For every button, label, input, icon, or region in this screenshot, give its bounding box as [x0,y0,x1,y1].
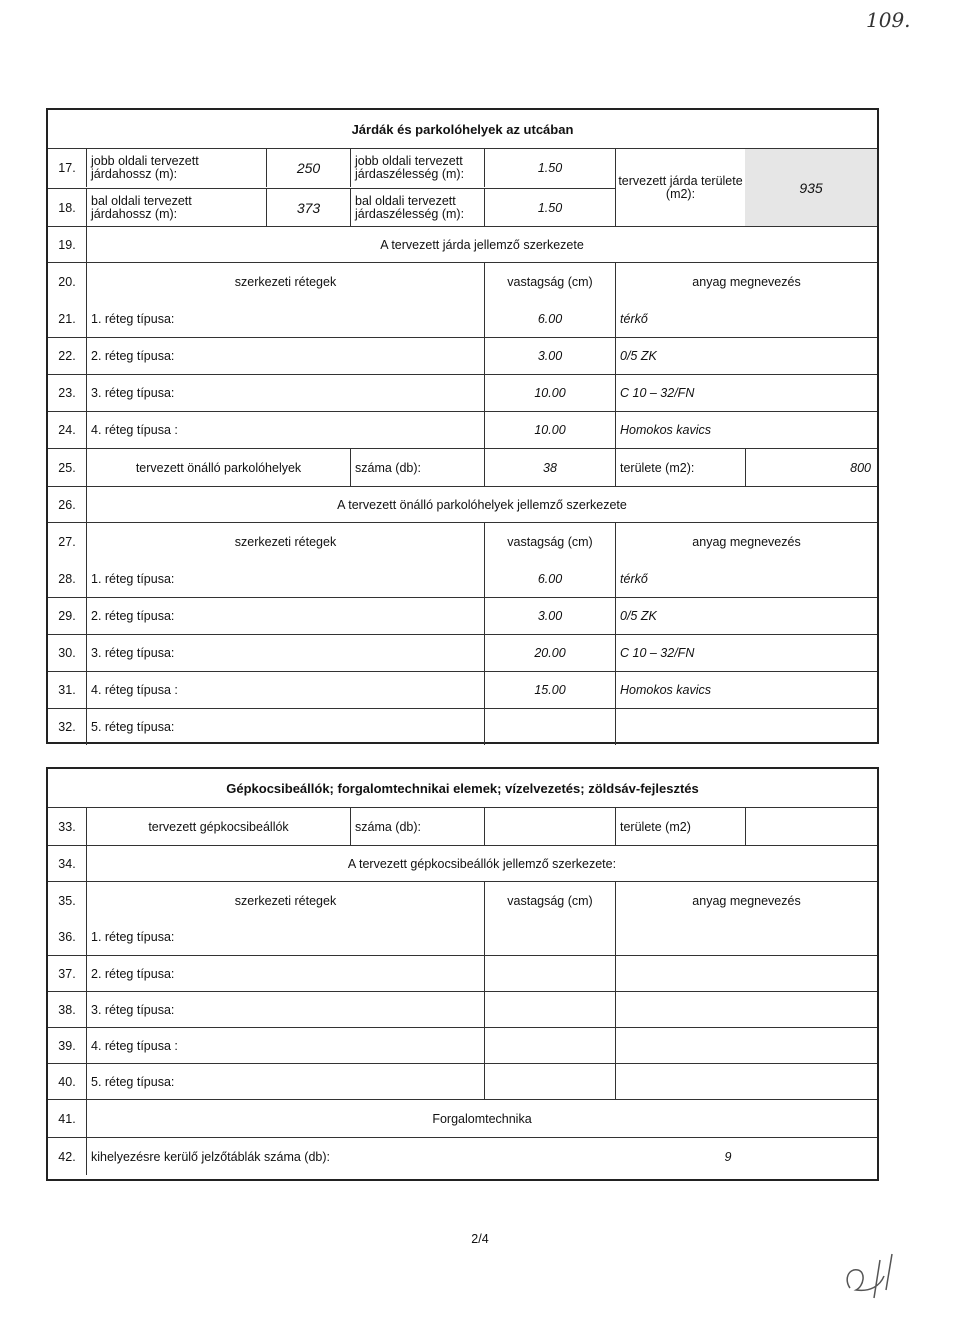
rows-17-18 [48,148,877,226]
table2-title: Gépkocsibeállók; forgalomtechnikai elemek; vízelvezetés; zöldsáv-fejlesztés [226,780,699,796]
parking-bays-table [46,767,879,1181]
layer-type-label: 4. réteg típusa : [86,672,484,708]
sidewalk-parking-table [46,108,879,744]
signs-label: kihelyezésre kerülő jelzőtáblák száma (db): [86,1138,646,1175]
layer-thickness [484,919,615,955]
layer-type-label: 2. réteg típusa: [86,598,484,634]
layer-row [48,708,877,745]
parking-label: tervezett önálló parkolóhelyek [86,449,350,486]
thickness-header: vastagság (cm) [484,882,615,919]
material-header: anyag megnevezés [615,263,877,300]
layer-row [48,955,877,991]
layer-type-label: 1. réteg típusa: [86,919,484,955]
row-number: 35. [58,893,76,908]
bays-count-label: száma (db): [350,808,484,845]
layer-material: térkő [615,300,877,337]
parking-area-label: területe (m2): [615,449,745,486]
parking-count-label: száma (db): [350,449,484,486]
left-sidewalk-width-label: bal oldali tervezett járdaszélesség (m): [350,188,484,226]
layer-type-label: 2. réteg típusa: [86,338,484,374]
bays-label: tervezett gépkocsibeállók [86,808,350,845]
layer-type-label: 3. réteg típusa: [86,635,484,671]
row-34 [48,845,877,881]
layer-row [48,374,877,411]
bays-area-label: területe (m2) [615,808,745,845]
layers-header: szerkezeti rétegek [86,523,484,560]
layer-material [615,956,877,991]
layers-header: szerkezeti rétegek [86,882,484,919]
layer-type-label: 5. réteg típusa: [86,709,484,745]
layer-type-label: 5. réteg típusa: [86,1064,484,1099]
row-number: 34. [58,856,76,871]
row-number: 33. [58,819,76,834]
layer-material: 0/5 ZK [615,598,877,634]
layer-type-label: 4. réteg típusa : [86,412,484,448]
layer-type-label: 4. réteg típusa : [86,1028,484,1063]
handwritten-page-mark: 109. [866,8,911,32]
row-number: 38. [58,1002,76,1017]
row-26 [48,486,877,522]
material-header: anyag megnevezés [615,882,877,919]
layer-type-label: 1. réteg típusa: [86,560,484,597]
layers-header: szerkezeti rétegek [86,263,484,300]
layer-thickness: 6.00 [484,560,615,597]
layer-thickness [484,709,615,745]
right-sidewalk-width-label: jobb oldali tervezett járdaszélesség (m): [350,149,484,187]
layer-row [48,991,877,1027]
bays-structure-heading: A tervezett gépkocsibeállók jellemző szerkezete: [86,846,877,881]
table1-title-row [48,110,877,148]
row-20 [48,262,877,300]
layer-thickness [484,992,615,1027]
left-sidewalk-length-value: 373 [266,188,350,226]
row-number: 24. [58,423,76,437]
row-number: 21. [58,311,76,326]
thickness-header: vastagság (cm) [484,523,615,560]
row-number: 31. [58,683,76,697]
left-sidewalk-length-label: bal oldali tervezett járdahossz (m): [86,188,266,226]
layer-row [48,634,877,671]
layer-thickness [484,1028,615,1063]
sidewalk-structure-heading: A tervezett járda jellemző szerkezete [86,227,877,262]
row-number: 28. [58,571,76,586]
right-sidewalk-width-value: 1.50 [484,149,615,187]
table2-title-row [48,769,877,807]
right-sidewalk-length-label: jobb oldali tervezett járdahossz (m): [86,149,266,187]
row-number: 37. [58,966,76,981]
row-19 [48,226,877,262]
layer-material: C 10 – 32/FN [615,375,877,411]
material-header: anyag megnevezés [615,523,877,560]
layer-row [48,560,877,597]
signs-value: 9 [724,1149,732,1164]
row-number: 29. [58,609,76,623]
row-number: 27. [58,534,76,549]
row-number: 36. [58,930,76,944]
row-number: 19. [58,237,76,252]
layer-material: 0/5 ZK [615,338,877,374]
layer-type-label: 2. réteg típusa: [86,956,484,991]
row-35 [48,881,877,919]
parking-area-value: 800 [745,449,877,486]
row-33 [48,807,877,845]
layer-type-label: 1. réteg típusa: [86,300,484,337]
parking-structure-heading: A tervezett önálló parkolóhelyek jellemző szerkezete [86,487,877,522]
layer-row [48,671,877,708]
row-41 [48,1099,877,1137]
row-number: 32. [58,720,76,734]
row-number: 22. [58,349,76,363]
layer-thickness [484,956,615,991]
layer-material: C 10 – 32/FN [615,635,877,671]
layer-material: Homokos kavics [615,672,877,708]
row-27 [48,522,877,560]
row-number: 23. [58,386,76,400]
row-42 [48,1137,877,1175]
layer-row [48,1063,877,1099]
layer-material: térkő [615,560,877,597]
parking-count-value: 38 [484,449,615,486]
row-number: 17. [58,161,76,175]
layer-thickness: 3.00 [484,338,615,374]
layer-material [615,709,877,745]
row-number: 41. [58,1111,76,1126]
table1-title: Járdák és parkolóhelyek az utcában [351,121,574,137]
bays-area-value [745,808,877,845]
layer-row [48,919,877,955]
sidewalk-area-label: tervezett járda területe (m2): [615,149,745,226]
signature-scribble [836,1240,906,1304]
row-number: 25. [58,460,76,475]
row-number: 30. [58,646,76,660]
left-sidewalk-width-value: 1.50 [484,188,615,226]
layer-thickness: 10.00 [484,412,615,448]
row-25 [48,448,877,486]
row-number: 18. [48,188,86,226]
row-number: 26. [58,497,76,512]
bays-count-value [484,808,615,845]
layer-material [615,992,877,1027]
sidewalk-area-value: 935 [745,149,877,226]
layer-type-label: 3. réteg típusa: [86,375,484,411]
layer-row [48,1027,877,1063]
layer-row [48,597,877,634]
layer-material [615,1028,877,1063]
layer-material [615,919,877,955]
row-number: 40. [58,1074,76,1089]
layer-thickness: 3.00 [484,598,615,634]
thickness-header: vastagság (cm) [484,263,615,300]
layer-type-label: 3. réteg típusa: [86,992,484,1027]
layer-thickness [484,1064,615,1099]
layer-material: Homokos kavics [615,412,877,448]
layer-thickness: 10.00 [484,375,615,411]
page-number: 2/4 [471,1232,489,1246]
right-sidewalk-length-value: 250 [266,149,350,187]
row-number: 39. [58,1038,76,1053]
layer-thickness: 6.00 [484,300,615,337]
layer-thickness: 20.00 [484,635,615,671]
traffic-heading: Forgalomtechnika [86,1100,877,1137]
layer-row [48,411,877,448]
layer-row [48,300,877,337]
layer-row [48,337,877,374]
layer-material [615,1064,877,1099]
row-number: 42. [58,1149,76,1164]
row-number: 20. [58,274,76,289]
layer-thickness: 15.00 [484,672,615,708]
